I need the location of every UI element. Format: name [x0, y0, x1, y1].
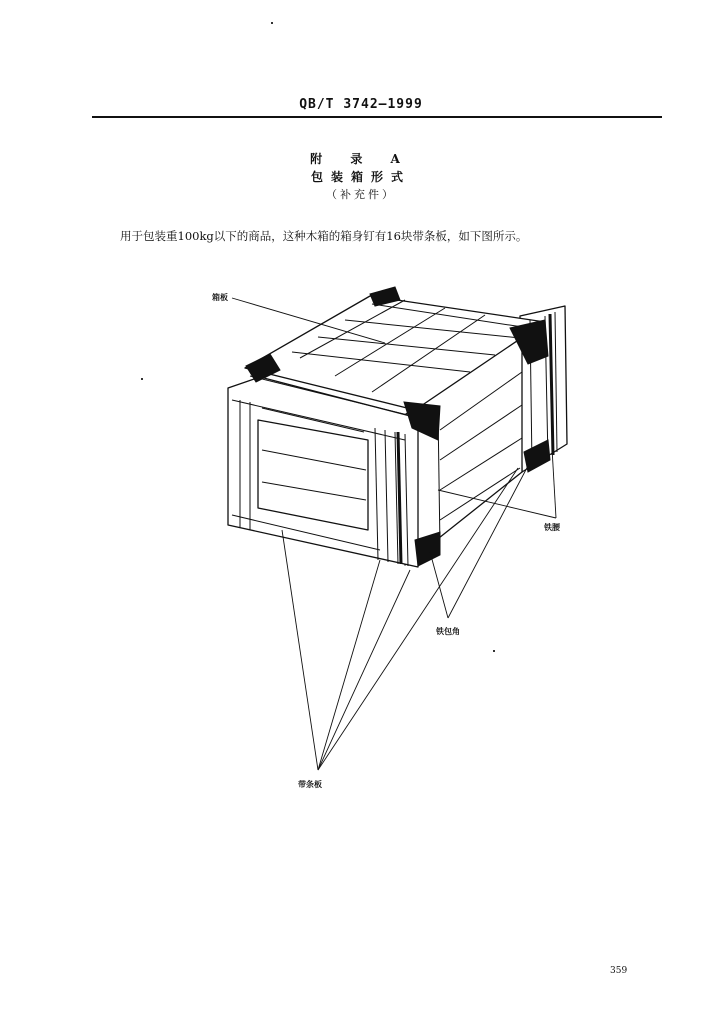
page-number: 359	[610, 966, 628, 976]
appendix-heading: 附 录 A	[310, 152, 412, 166]
appendix-title: 包装箱形式	[310, 170, 411, 184]
label-iron-strap: 铁腰	[544, 523, 560, 532]
body-paragraph: 用于包装重100kg以下的商品，这种木箱的箱身钉有16块带条板，如下图所示。	[120, 229, 528, 243]
scan-speck	[493, 650, 495, 652]
leader-iron-corner	[430, 552, 448, 618]
leader-strip-board	[282, 530, 318, 770]
label-strip-board: 带条板	[298, 780, 322, 789]
appendix-note: （补充件）	[326, 188, 396, 201]
label-iron-corner: 铁包角	[436, 627, 460, 636]
scan-speck	[141, 378, 143, 380]
standard-code: QB/T 3742—1999	[299, 97, 423, 112]
label-box-board: 箱板	[212, 293, 228, 302]
scan-speck	[271, 22, 273, 24]
